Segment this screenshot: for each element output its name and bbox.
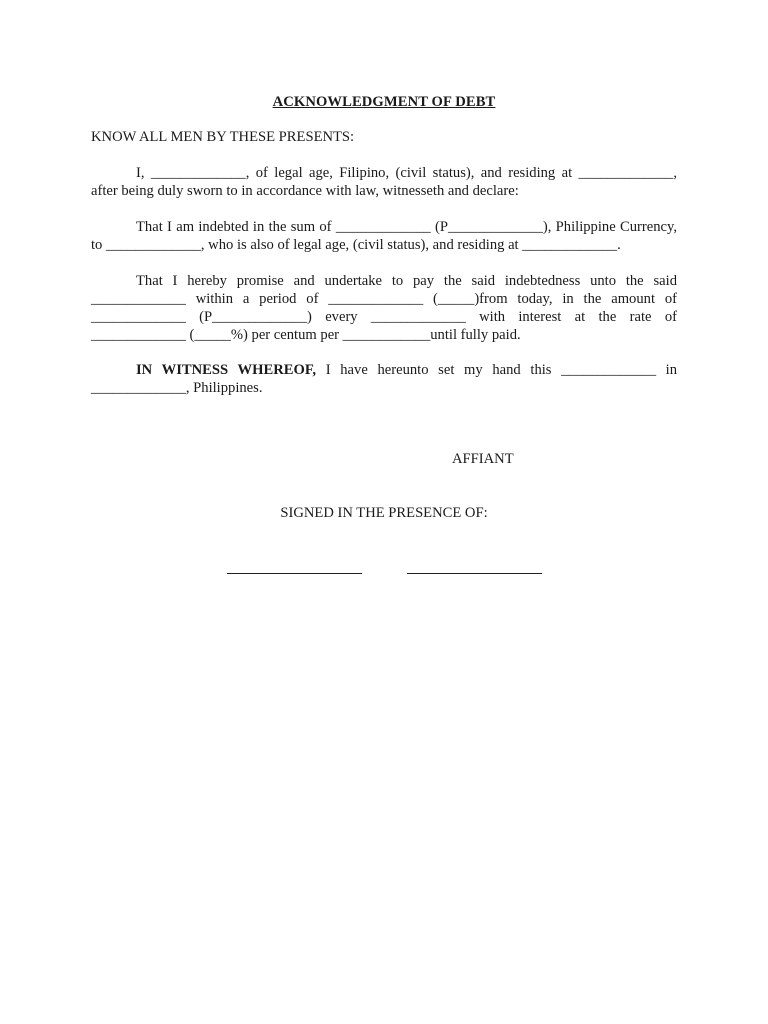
paragraph-indebtedness: That I am indebted in the sum of _____________ (P_____________), Philippine Currency, to _____________, who is also of legal age, (civil status), and residing at _____________.: [91, 219, 677, 253]
affiant-label: AFFIANT: [452, 451, 514, 467]
document-title: ACKNOWLEDGMENT OF DEBT: [272, 94, 496, 110]
greeting-line: KNOW ALL MEN BY THESE PRESENTS:: [91, 129, 355, 145]
paragraph-payment-terms: That I hereby promise and undertake to pay the said indebtedness unto the said _____________ within a period of _____________ (_____)from today, in the amount of _____________ (P_____________) every _____________ with interest at the rate of _____________ (_____%) per centum per ____________until fully paid.: [91, 273, 677, 343]
witness-signature-line-1: [227, 573, 362, 574]
witness-signature-line-2: [407, 573, 542, 574]
presence-label: SIGNED IN THE PRESENCE OF:: [280, 505, 488, 521]
paragraph-witness: [91, 361, 677, 397]
witness-whereof-label: IN WITNESS WHEREOF,: [136, 362, 317, 378]
witness-text: I have hereunto set my hand this _____________ in _____________, Philippines.: [91, 362, 678, 396]
paragraph-declaration: I, _____________, of legal age, Filipino, (civil status), and residing at _____________, after being duly sworn to in accordance with law, witnesseth and declare:: [91, 165, 677, 199]
